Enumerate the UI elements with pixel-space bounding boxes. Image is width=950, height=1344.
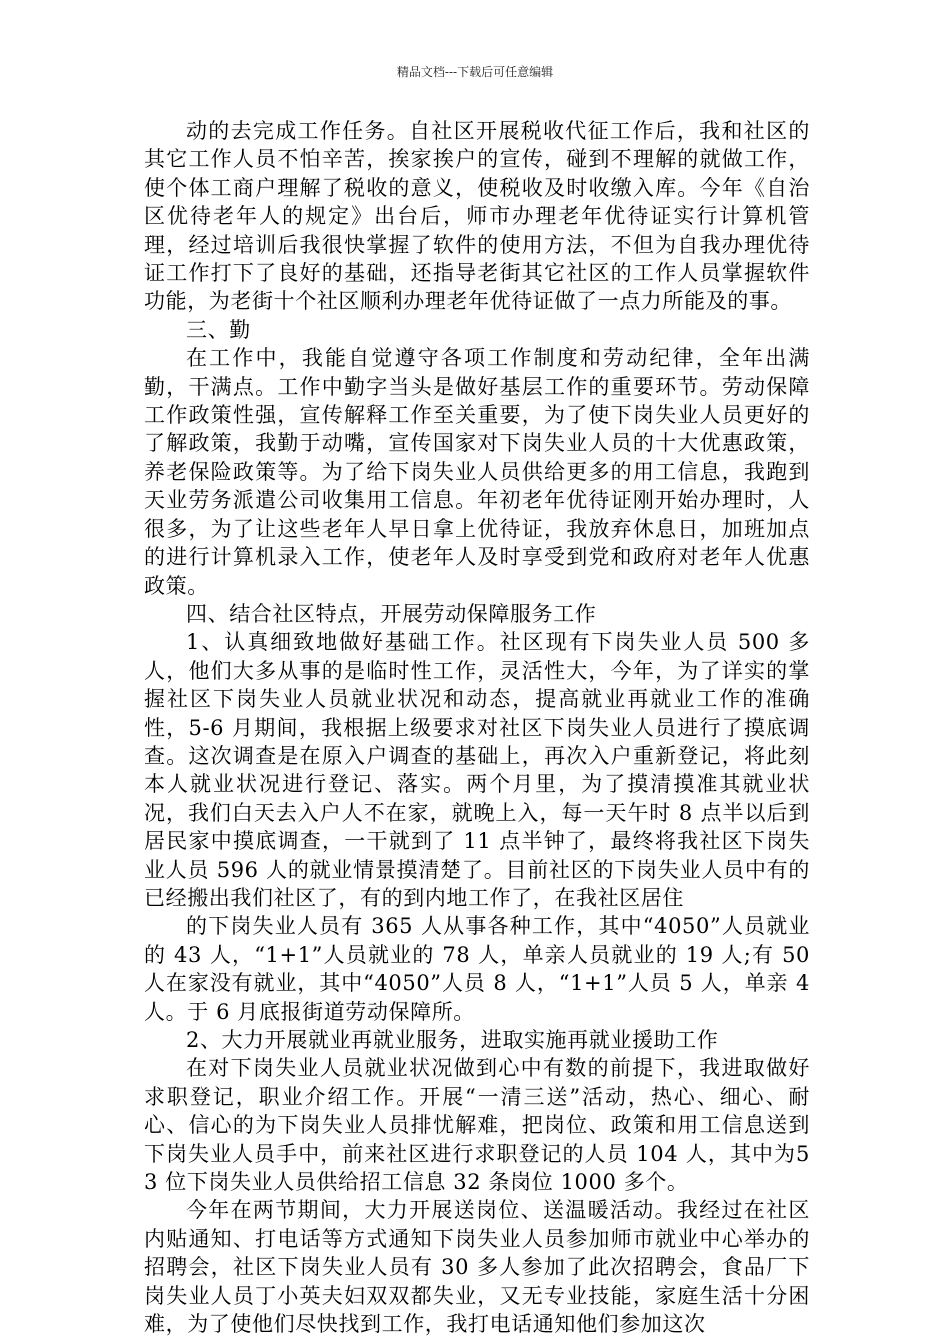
document-body	[144, 117, 810, 1338]
paragraph-diligence: 在工作中，我能自觉遵守各项工作制度和劳动纪律，全年出满勤，干满点。工作中勤字当头是做好基层工作的重要环节。劳动保障工作政策性强，宣传解释工作至关重要，为了使下岗失业人员更好的了解政策，我勤于动嘴，宣传国家对下岗失业人员的十大优惠政策，养老保险政策等。为了给下岗失业人员供给更多的用工信息，我跑到天业劳务派遣公司收集用工信息。年初老年优待证刚开始办理时，人很多，为了让这些老年人早日拿上优待证，我放弃休息日，加班加点的进行计算机录入工作，使老年人及时享受到党和政府对老年人优惠政策。	[144, 346, 810, 598]
section-heading-diligence: 三、勤	[186, 317, 251, 342]
page-header: 精品文档---下载后可任意编辑	[396, 65, 554, 79]
subheading-reemployment-service: 2、大力开展就业再就业服务，进取实施再就业援助工作	[186, 1028, 719, 1052]
paragraph-employment-stats: 的下岗失业人员有 365 人从事各种工作，其中“4050”人员就业的 43 人，“1+1”人员就业的 78 人，单亲人员就业的 19 人;有 50 人在家没有就业，其中“4050”人员 8 人，“1+1”人员 5 人，单亲 4 人。于 6 月底报街道劳动保障所。	[144, 914, 810, 1024]
paragraph-job-registration: 在对下岗失业人员就业状况做到心中有数的前提下，我进取做好求职登记，职业介绍工作。开展“一清三送”活动，热心、细心、耐心、信心的为下岗失业人员排忧解难，把岗位、政策和用工信息送到下岗失业人员手中，前来社区进行求职登记的人员 104 人，其中为53 位下岗失业人员供给招工信息 32 条岗位 1000 多个。	[144, 1056, 810, 1195]
section-heading-labor-security: 四、结合社区特点，开展劳动保障服务工作	[186, 601, 597, 626]
paragraph-tax-and-elderly-card: 动的去完成工作任务。自社区开展税收代征工作后，我和社区的其它工作人员不怕辛苦，挨家挨户的宣传，碰到不理解的就做工作，使个体工商户理解了税收的意义，使税收及时收缴入库。今年《自治区优待老年人的规定》出台后，师市办理老年优待证实行计算机管理，经过培训后我很快掌握了软件的使用方法，不但为自我办理优待证工作打下了良好的基础，还指导老街其它社区的工作人员掌握软件功能，为老街十个社区顺利办理老年优待证做了一点力所能及的事。	[144, 119, 810, 314]
paragraph-holiday-job-fair: 今年在两节期间，大力开展送岗位、送温暖活动。我经过在社区内贴通知、打电话等方式通知下岗失业人员参加师市就业中心举办的招聘会，社区下岗失业人员有 30 多人参加了此次招聘会，食品厂下岗失业人员丁小英夫妇双双都失业，又无专业技能，家庭生活十分困难，为了使他们尽快找到工作，我打电话通知他们参加这次	[144, 1198, 810, 1337]
paragraph-basic-work: 1、认真细致地做好基础工作。社区现有下岗失业人员 500 多人，他们大多从事的是临时性工作，灵活性大，今年，为了详实的掌握社区下岗失业人员就业状况和动态，提高就业再就业工作的准确性，5-6 月期间，我根据上级要求对社区下岗失业人员进行了摸底调查。这次调查是在原入户调查的基础上，再次入户重新登记，将此刻本人就业状况进行登记、落实。两个月里，为了摸清摸准其就业状况，我们白天去入户人不在家，就晚上入，每一天午时 8 点半以后到居民家中摸底调查，一干就到了 11 点半钟了，最终将我社区下岗失业人员 596 人的就业情景摸清楚了。目前社区的下岗失业人员中有的已经搬出我们社区了，有的到内地工作了，在我社区居住	[144, 630, 810, 910]
